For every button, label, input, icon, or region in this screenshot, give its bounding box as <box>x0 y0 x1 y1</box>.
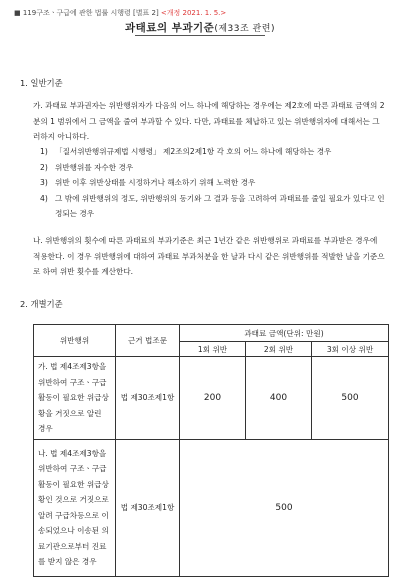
section-general-heading: 1. 일반기준 <box>20 78 63 88</box>
list-item-number: 4) <box>40 193 48 203</box>
list-item-text: 위반행위를 자수한 경우 <box>55 162 134 172</box>
list-item-text: 위반 이후 위반상태를 시정하거나 해소하기 위해 노력한 경우 <box>55 178 256 188</box>
list-item-number: 3) <box>40 178 48 188</box>
page-title <box>0 20 400 35</box>
fee-first-cell <box>180 357 246 440</box>
list-item-text: 그 밖에 위반행위의 정도, 위반행위의 동기와 그 결과 등을 고려하여 과태료를 줄일 필요가 있다고 인정되는 경우 <box>55 193 385 219</box>
header-legal-basis: 근거 법조문 <box>116 325 180 357</box>
fee-amount: 500 <box>275 502 293 513</box>
reduction-cases-list <box>40 144 386 222</box>
general-paragraph-na: 나. 위반행위의 횟수에 따른 과태료의 부과기준은 최근 1년간 같은 위반행위로 과태료를 부과받은 경우에 적용한다. 이 경우 위반행위에 대하여 과태료 부과처분을 한 날과 다시 같은 위반행위를 적발한 날을 기준으로 하여 위반 횟수를 계산한다. <box>33 236 385 277</box>
fee-amount: 200 <box>203 392 222 403</box>
list-item <box>40 175 386 191</box>
title-main: 과태료의 부과기준 <box>125 22 215 34</box>
header-third-violation: 3회 이상 위반 <box>312 342 389 357</box>
violation-cell: 나. 법 제4조제3항을 위반하여 구조ㆍ구급활동이 필요한 위급상황인 것으로 거짓으로 알려 구급차등으로 이송되었으나 이송된 의료기관으로부터 진료를 받지 않은 경우 <box>34 439 116 576</box>
fee-second-cell <box>246 357 312 440</box>
list-item-number: 1) <box>40 147 48 156</box>
revision-date: <개정 2021. 1. 5.> <box>160 9 227 17</box>
fee-merged-cell <box>180 439 389 576</box>
basis-cell: 법 제30조제1항 <box>116 357 180 440</box>
section-individual-heading: 2. 개별기준 <box>20 299 63 309</box>
title-article-ref: (제33조 관련) <box>214 24 275 34</box>
header-second-violation: 2회 위반 <box>246 342 312 357</box>
fee-third-cell <box>312 357 389 440</box>
list-item-text: 「질서위반행위규제법 시행령」 제2조의2제1항 각 호의 어느 하나에 해당하는 경우 <box>55 147 332 156</box>
general-paragraph-ga: 가. 과태료 부과권자는 위반행위자가 다음의 어느 하나에 해당하는 경우에는 제2호에 따른 과태료 금액의 2분의 1 범위에서 그 금액을 줄여 부과할 수 있다. 다만, 과태료를 체납하고 있는 위반행위자에 대해서는 그러하지 아니하다. <box>33 101 385 142</box>
fee-amount: 400 <box>269 392 288 403</box>
title-underline <box>135 35 265 36</box>
violation-cell: 가. 법 제4조제3항을 위반하여 구조ㆍ구급활동이 필요한 위급상황을 거짓으로 알린 경우 <box>34 357 116 440</box>
header-fee-group: 과태료 금액(단위: 만원) <box>180 325 389 342</box>
list-item <box>40 144 386 160</box>
document-header <box>14 8 386 18</box>
list-item <box>40 191 386 222</box>
header-first-violation: 1회 위반 <box>180 342 246 357</box>
table-row <box>34 357 389 440</box>
fee-amount: 500 <box>341 392 359 403</box>
table-row <box>34 439 389 576</box>
law-reference: ■ 119구조ㆍ구급에 관한 법률 시행령 [별표 2] <box>14 9 159 17</box>
list-item-number: 2) <box>40 162 48 172</box>
penalty-table <box>33 318 389 577</box>
header-violation: 위반행위 <box>34 325 116 357</box>
basis-cell: 법 제30조제1항 <box>116 439 180 576</box>
list-item <box>40 160 386 176</box>
